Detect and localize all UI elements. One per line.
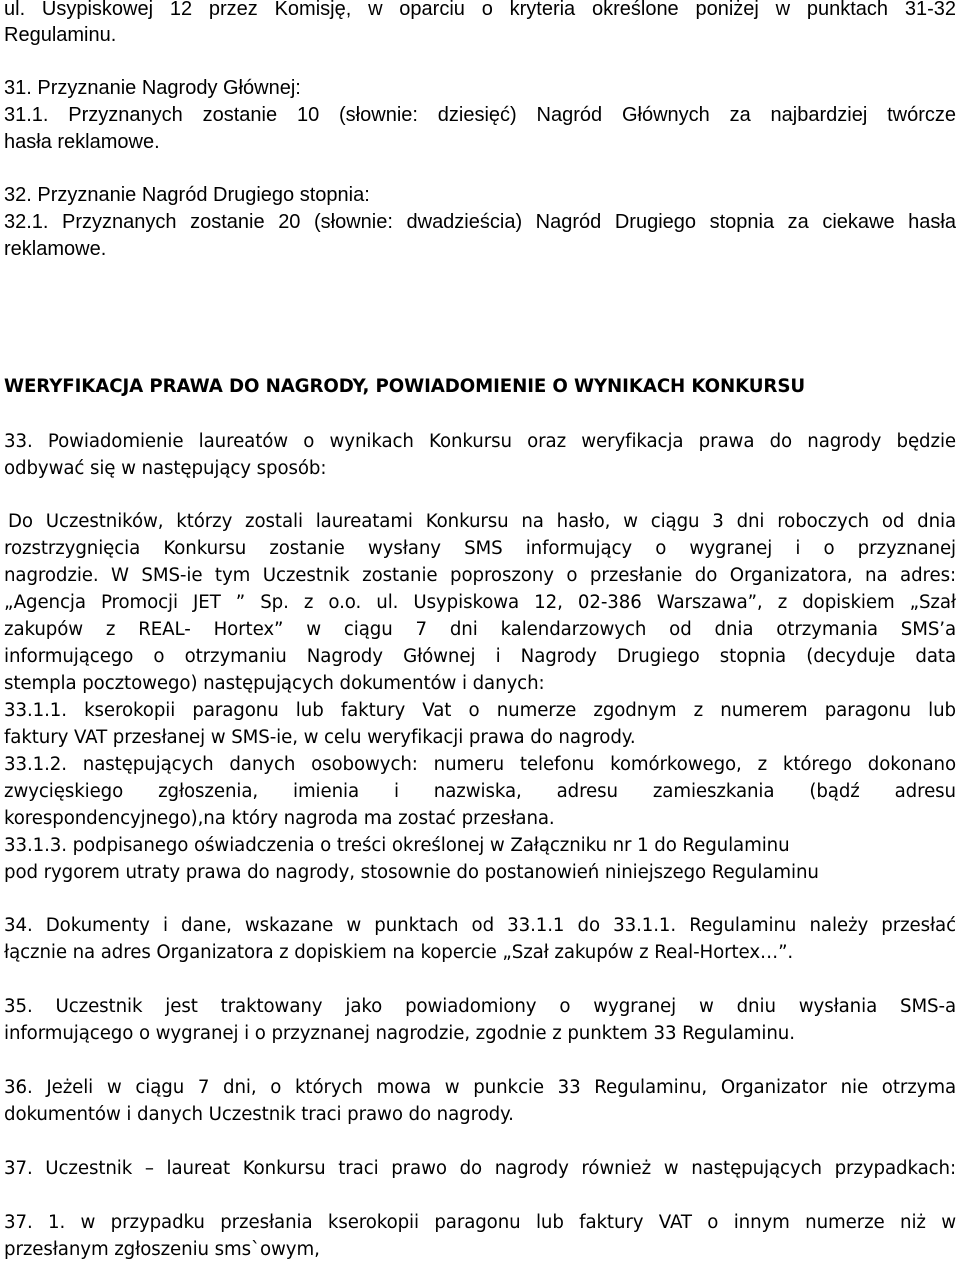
text-line: Do Uczestników, którzy zostali laureatami Konkursu na hasło, w ciągu 3 dni roboczych od dnia	[8, 511, 956, 532]
text-line: zwycięskiego zgłoszenia, imienia i nazwiska, adresu zamieszkania (bądź adresu	[4, 781, 956, 802]
text-line: 33.1.2. następujących danych osobowych: numeru telefonu komórkowego, z którego dokonano	[4, 754, 956, 775]
text-line: dokumentów i danych Uczestnik traci prawo do nagrody.	[4, 1104, 514, 1125]
text-line: 33.1.1. kserokopii paragonu lub faktury Vat o numerze zgodnym z numerem paragonu lub	[4, 700, 956, 721]
section-31-heading: 31. Przyznanie Nagrody Głównej:	[4, 77, 301, 99]
text-line: Regulaminu.	[4, 24, 117, 46]
text-line: łącznie na adres Organizatora z dopiskiem na kopercie „Szał zakupów z Real-Hortex…”.	[4, 942, 794, 963]
text-line: hasła reklamowe.	[4, 131, 160, 153]
text-line: korespondencyjnego),na który nagroda ma zostać przesłana.	[4, 808, 555, 829]
section-32-heading: 32. Przyznanie Nagród Drugiego stopnia:	[4, 184, 370, 206]
text-line: informującego o wygranej i o przyznanej nagrodzie, zgodnie z punktem 33 Regulaminu.	[4, 1023, 795, 1044]
text-line: 35. Uczestnik jest traktowany jako powiadomiony o wygranej w dniu wysłania SMS-a	[4, 996, 956, 1017]
text-line: 37. 1. w przypadku przesłania kserokopii paragonu lub faktury VAT o innym numerze niż w	[4, 1212, 956, 1233]
text-line: przesłanym zgłoszeniu sms`owym,	[4, 1239, 320, 1260]
text-line: 33.1.3. podpisanego oświadczenia o treści określonej w Załączniku nr 1 do Regulaminu	[4, 835, 790, 856]
text-line: ul. Usypiskowej 12 przez Komisję, w oparciu o kryteria określone poniżej w punktach 31-32	[4, 0, 956, 20]
text-line: stempla pocztowego) następujących dokumentów i danych:	[4, 673, 545, 694]
text-line: informującego o otrzymaniu Nagrody Głównej i Nagrody Drugiego stopnia (decyduje data	[4, 646, 956, 667]
text-line: „Agencja Promocji JET ” Sp. z o.o. ul. Usypiskowa 12, 02-386 Warszawa”, z dopiskiem „Szał	[4, 592, 956, 613]
text-line: odbywać się w następujący sposób:	[4, 458, 327, 479]
text-line: 34. Dokumenty i dane, wskazane w punktach od 33.1.1 do 33.1.1. Regulaminu należy przesłać	[4, 915, 956, 936]
text-line: rozstrzygnięcia Konkursu zostanie wysłany SMS informujący o wygranej i o przyznanej	[4, 538, 956, 559]
text-line: 37. Uczestnik – laureat Konkursu traci prawo do nagrody również w następujących przypadkach:	[4, 1158, 956, 1179]
text-line: 33. Powiadomienie laureatów o wynikach Konkursu oraz weryfikacja prawa do nagrody będzie	[4, 431, 956, 452]
text-line: 32.1. Przyznanych zostanie 20 (słownie: dwadzieścia) Nagród Drugiego stopnia za ciekawe hasła	[4, 211, 956, 233]
text-line: 36. Jeżeli w ciągu 7 dni, o których mowa w punkcie 33 Regulaminu, Organizator nie otrzyma	[4, 1077, 956, 1098]
text-line: nagrodzie. W SMS-ie tym Uczestnik zostanie poproszony o przesłanie do Organizatora, na adres:	[4, 565, 956, 586]
text-line: pod rygorem utraty prawa do nagrody, stosownie do postanowień niniejszego Regulaminu	[4, 862, 819, 883]
text-line: faktury VAT przesłanej w SMS-ie, w celu weryfikacji prawa do nagrody.	[4, 727, 636, 748]
text-line: 31.1. Przyznanych zostanie 10 (słownie: dziesięć) Nagród Głównych za najbardziej twórcze	[4, 104, 956, 126]
text-line: zakupów z REAL- Hortex” w ciągu 7 dni kalendarzowych od dnia otrzymania SMS’a	[4, 619, 956, 640]
section-heading: WERYFIKACJA PRAWA DO NAGRODY, POWIADOMIENIE O WYNIKACH KONKURSU	[4, 376, 805, 397]
text-line: reklamowe.	[4, 238, 107, 260]
